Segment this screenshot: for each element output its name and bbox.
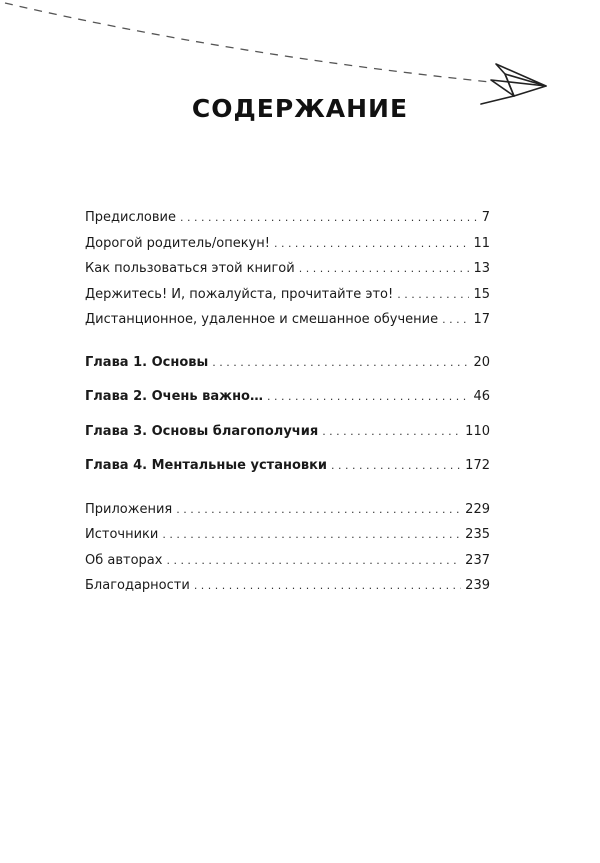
dot-leader (166, 548, 461, 574)
toc-entry-label: Дорогой родитель/опекун! (85, 235, 270, 251)
toc-entry-label: Дистанционное, удаленное и смешанное обучение (85, 312, 439, 327)
dot-leader (442, 307, 469, 333)
toc-page-number: 17 (473, 312, 490, 327)
dot-leader (180, 205, 478, 231)
toc-entry[interactable] (85, 573, 490, 599)
toc-page-number: 13 (473, 261, 490, 276)
dot-leader (397, 282, 469, 308)
toc-entry[interactable] (85, 231, 490, 257)
toc-front-matter (85, 205, 490, 333)
toc-entry[interactable] (85, 256, 490, 282)
toc-back-matter (85, 497, 490, 599)
toc-page-number: 11 (473, 235, 490, 251)
toc-page-number: 237 (465, 552, 490, 568)
toc-entry-label: Глава 3. Основы благополучия (85, 423, 319, 439)
toc-entry-label: Глава 4. Ментальные установки (85, 458, 328, 473)
toc-page-number: 110 (465, 423, 490, 439)
toc-entry[interactable] (85, 548, 490, 574)
toc-chapter-entry[interactable] (85, 380, 490, 415)
table-of-contents (85, 205, 490, 599)
toc-page-number: 46 (473, 389, 490, 404)
dot-leader (322, 415, 461, 450)
toc-chapters (85, 346, 490, 484)
dot-leader (176, 497, 461, 523)
toc-page-number: 20 (473, 354, 490, 370)
page-title: СОДЕРЖАНИЕ (191, 94, 409, 123)
toc-chapter-entry[interactable] (85, 346, 490, 381)
toc-entry-label: Благодарности (85, 578, 190, 593)
toc-chapter-entry[interactable] (85, 415, 490, 450)
toc-entry-label: Приложения (85, 501, 173, 517)
dot-leader (212, 346, 469, 381)
toc-entry-label: Предисловие (85, 210, 176, 225)
toc-entry-label: Глава 1. Основы (85, 354, 209, 370)
toc-page-number: 7 (481, 210, 490, 225)
dot-leader (194, 573, 461, 599)
toc-entry[interactable] (85, 497, 490, 523)
toc-page-number: 172 (465, 458, 490, 473)
toc-entry[interactable] (85, 205, 490, 231)
toc-entry[interactable] (85, 522, 490, 548)
toc-chapter-entry[interactable] (85, 449, 490, 484)
toc-page-number: 229 (465, 501, 490, 517)
dot-leader (267, 380, 469, 415)
dot-leader (274, 231, 470, 257)
toc-entry[interactable] (85, 282, 490, 308)
toc-entry-label: Держитесь! И, пожалуйста, прочитайте это! (85, 286, 394, 302)
toc-entry-label: Как пользоваться этой книгой (85, 261, 295, 276)
dot-leader (331, 449, 461, 484)
toc-page-number: 239 (465, 578, 490, 593)
toc-entry-label: Источники (85, 527, 159, 542)
dot-leader (299, 256, 470, 282)
toc-page-number: 235 (465, 527, 490, 542)
dot-leader (162, 522, 461, 548)
toc-entry-label: Об авторах (85, 552, 163, 568)
toc-entry-label: Глава 2. Очень важно… (85, 389, 263, 404)
toc-entry[interactable] (85, 307, 490, 333)
toc-page-number: 15 (473, 286, 490, 302)
